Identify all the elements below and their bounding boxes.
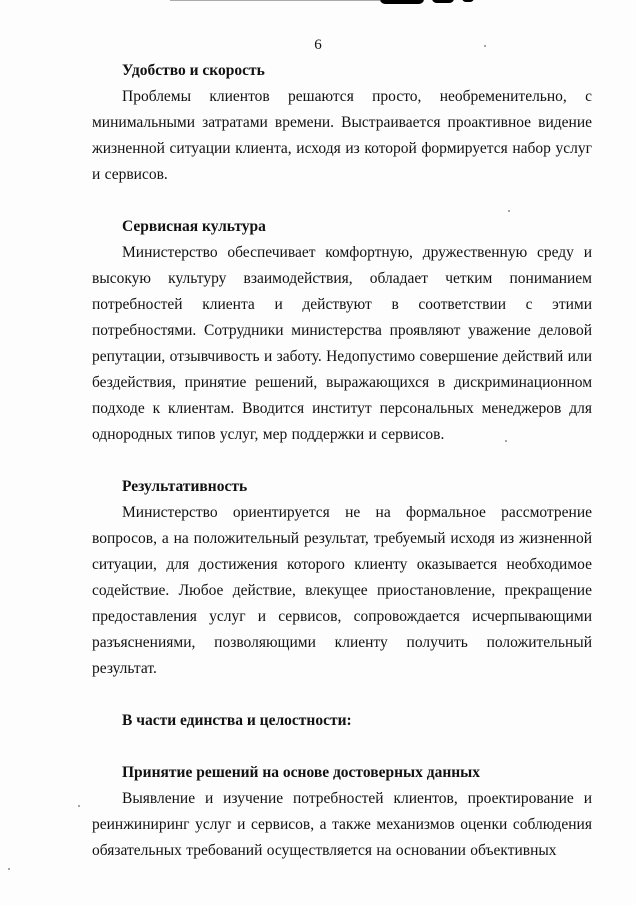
section-paragraph: Министерство ориентируется не на формальное рассмотрение вопросов, а на положительный результат, требуемый исходя из жизненной ситуации, для достижения которого клиенту оказывается необходимое содействие. Любое действие, влекущее приостановление, прекращение предоставления услуг и сервисов, сопровождается исчерпывающими разъяснениями, позволяющими клиенту получить положительный результат. <box>92 504 592 677</box>
section-paragraph: Проблемы клиентов решаются просто, необременительно, с минимальными затратами времени. Выстраивается проактивное видение жизненной ситуации клиента, исходя из которой формируется набор услуг и сервисов. <box>92 88 592 183</box>
page-number: 6 <box>314 37 322 53</box>
section-heading: Принятие решений на основе достоверных данных <box>122 764 481 781</box>
scan-speck <box>78 805 80 807</box>
section-heading: Удобство и скорость <box>122 62 265 79</box>
scan-artifact <box>170 0 380 1</box>
section-paragraph: Министерство обеспечивает комфортную, дружественную среду и высокую культуру взаимодействия, обладает четким пониманием потребностей клиента и действуют в соответствии с этими потребностями. Сотрудники министерства проявляют уважение деловой репутации, отзывчивость и заботу. Недопустимо совершение действий или бездействия, принятие решений, выражающихся в дискриминационном подходе к клиентам. Вводится институт персональных менеджеров для однородных типов услуг, мер поддержки и сервисов. <box>92 244 592 443</box>
scan-artifact <box>462 0 474 2</box>
section-heading: В части единства и целостности: <box>122 712 352 729</box>
scan-artifact <box>380 0 424 4</box>
section-heading: Результативность <box>122 478 248 495</box>
document-body <box>92 58 592 864</box>
scan-artifact <box>432 0 454 3</box>
section-paragraph: Выявление и изучение потребностей клиентов, проектирование и реинжиниринг услуг и сервисов, а также механизмов оценки соблюдения обязательных требований осуществляется на основании объективных <box>92 790 592 859</box>
scan-speck <box>8 868 10 870</box>
section-heading: Сервисная культура <box>122 218 266 235</box>
